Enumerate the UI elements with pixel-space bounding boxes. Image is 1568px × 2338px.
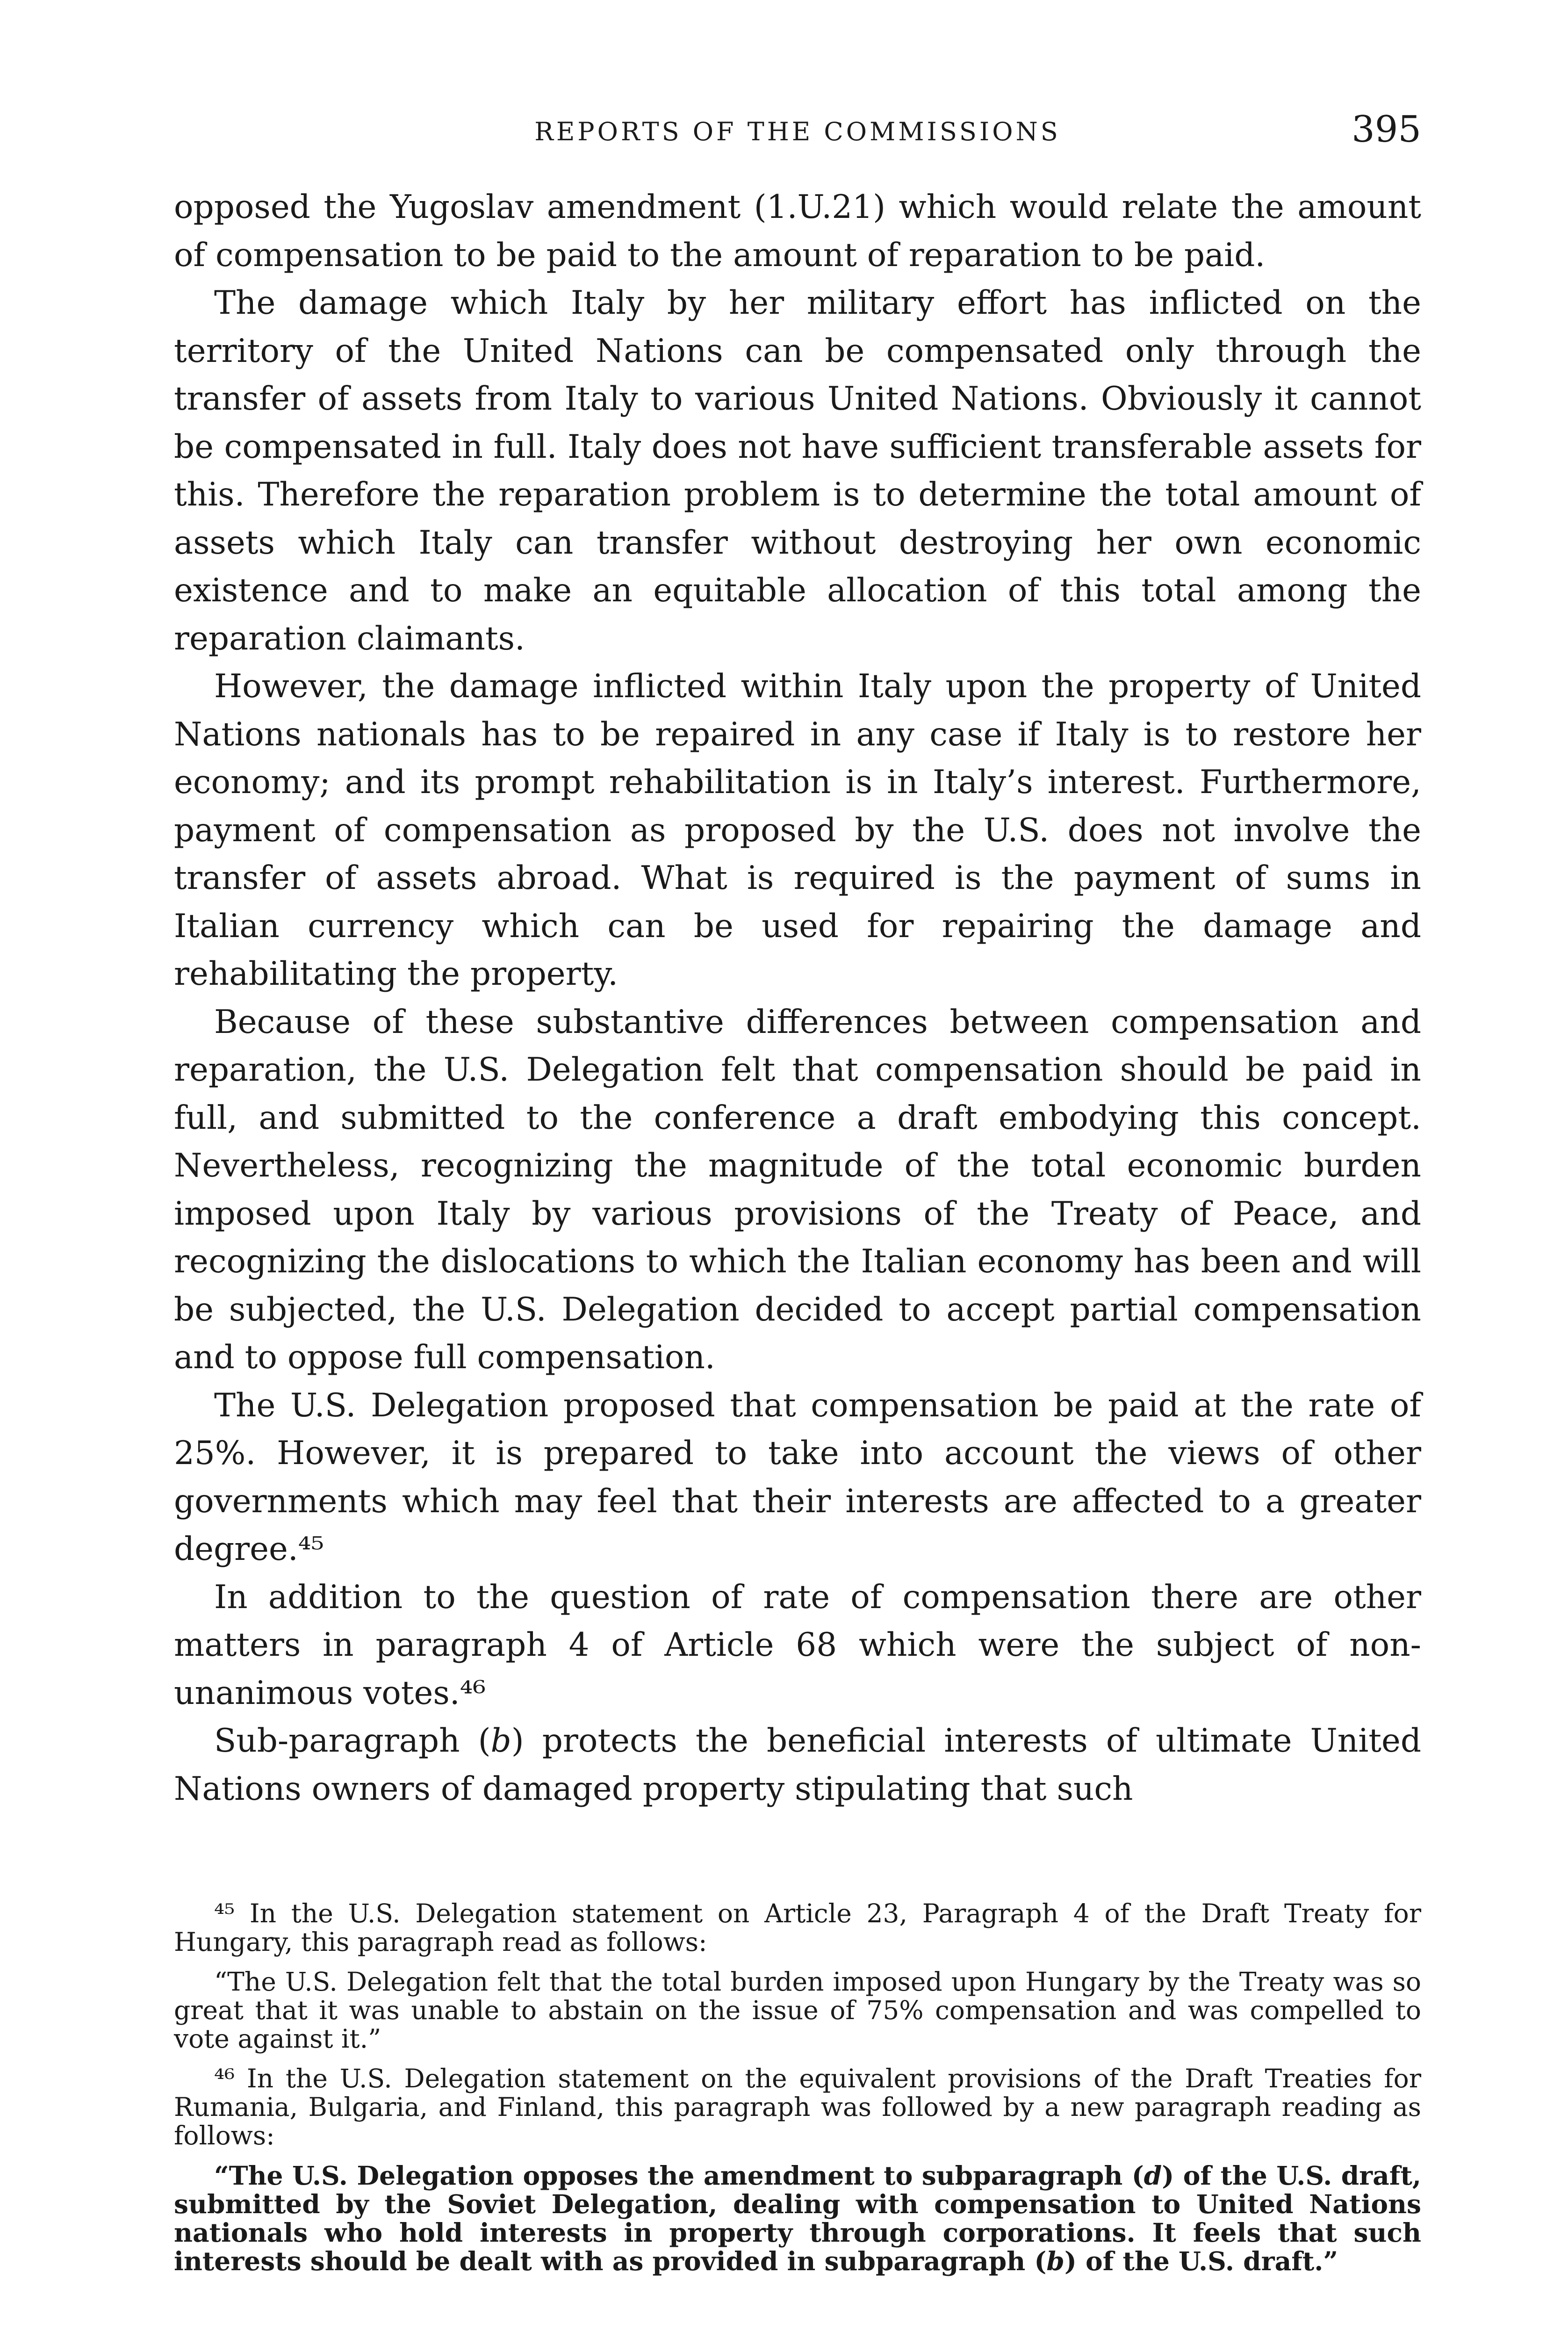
footnotes [174, 1899, 1421, 2287]
paragraph-damage-within-italy: However, the damage inflicted within Italy upon the property of United Nations nationals has to be repaired in any case if Italy is to restore her economy; and its prompt rehabilitation is in Italy’s interest. Furthermore, payment of compensation as proposed by the U.S. does not involve the transfer of assets abroad. What is required is the payment of sums in Italian currency which can be used for repairing the damage and rehabilitating the property. [174, 668, 1421, 993]
footnote-45: ⁴⁵ In the U.S. Delegation statement on Article 23, Paragraph 4 of the Draft Treaty for Hungary, this paragraph read as follows: [174, 1898, 1421, 1957]
paragraph-other-matters: In addition to the question of rate of compensation there are other matters in paragraph 4 of Article 68 which were the subject of nonunanimous votes.⁴⁶ [174, 1578, 1421, 1712]
paragraph-continuation: opposed the Yugoslav amendment (1.U.21) which would relate the amount of compensation to be paid to the amount of reparation to be paid. [174, 188, 1421, 274]
page-number: 395 [1352, 108, 1421, 151]
text-segment: ) of the U.S. draft.” [1064, 2246, 1338, 2276]
text-segment: “The U.S. Delegation opposes the amendment to subparagraph ( [214, 2160, 1144, 2191]
text-segment: ) of the U.S. draft, submitted by the Soviet Delegation, dealing with compensation to United Nations nationals who hold interests in property through corporations. It feels that such interests should be dealt with as provided in subparagraph ( [174, 2160, 1421, 2276]
running-head: REPORTS OF THE COMMISSIONS [534, 117, 1061, 146]
page-header [174, 108, 1421, 160]
paragraph-damage-italy: The damage which Italy by her military effort has inflicted on the territory of the United Nations can be compensated only through the transfer of assets from Italy to various United Nations. Obviously it cannot be compensated in full. Italy does not have sufficient transferable assets for this. Therefore the reparation problem is to determine the total amount of assets which Italy can transfer without destroying her own economic existence and to make an equitable allocation of this total among the reparation claimants. [174, 284, 1421, 657]
text-segment: Sub-paragraph ( [214, 1722, 491, 1760]
paragraph-sub-paragraph-b [174, 1717, 1421, 1813]
text-segment-italic: b [490, 1722, 511, 1760]
text-segment-italic: d [1144, 2160, 1162, 2191]
paragraph-substantive-differences: Because of these substantive differences between compensation and reparation, the U.S. Delegation felt that compensation should be paid in full, and submitted to the conference a draft embodying this concept. Nevertheless, recognizing the magnitude of the total economic burden imposed upon Italy by various provisions of the Treaty of Peace, and recognizing the dislocations to which the Italian economy has been and will be subjected, the U.S. Delegation decided to accept partial compensation and to oppose full compensation. [174, 1003, 1421, 1376]
footnote-45-quote: “The U.S. Delegation felt that the total burden imposed upon Hungary by the Treaty was so great that it was unable to abstain on the issue of 75% compensation and was compelled to vote against it.” [174, 1967, 1421, 2054]
text-segment: ) protects the beneficial interests of ultimate United Nations owners of damaged property stipulating that such [174, 1722, 1421, 1808]
body-text [174, 183, 1421, 1813]
footnote-46: ⁴⁶ In the U.S. Delegation statement on the equivalent provisions of the Draft Treaties for Rumania, Bulgaria, and Finland, this paragraph was followed by a new paragraph reading as follows: [174, 2064, 1421, 2150]
footnote-46-quote [174, 2161, 1421, 2275]
paragraph-rate-proposal: The U.S. Delegation proposed that compensation be paid at the rate of 25%. However, it is prepared to take into account the views of other governments which may feel that their interests are affected to a greater degree.⁴⁵ [174, 1386, 1421, 1568]
text-segment-italic: b [1046, 2246, 1065, 2276]
